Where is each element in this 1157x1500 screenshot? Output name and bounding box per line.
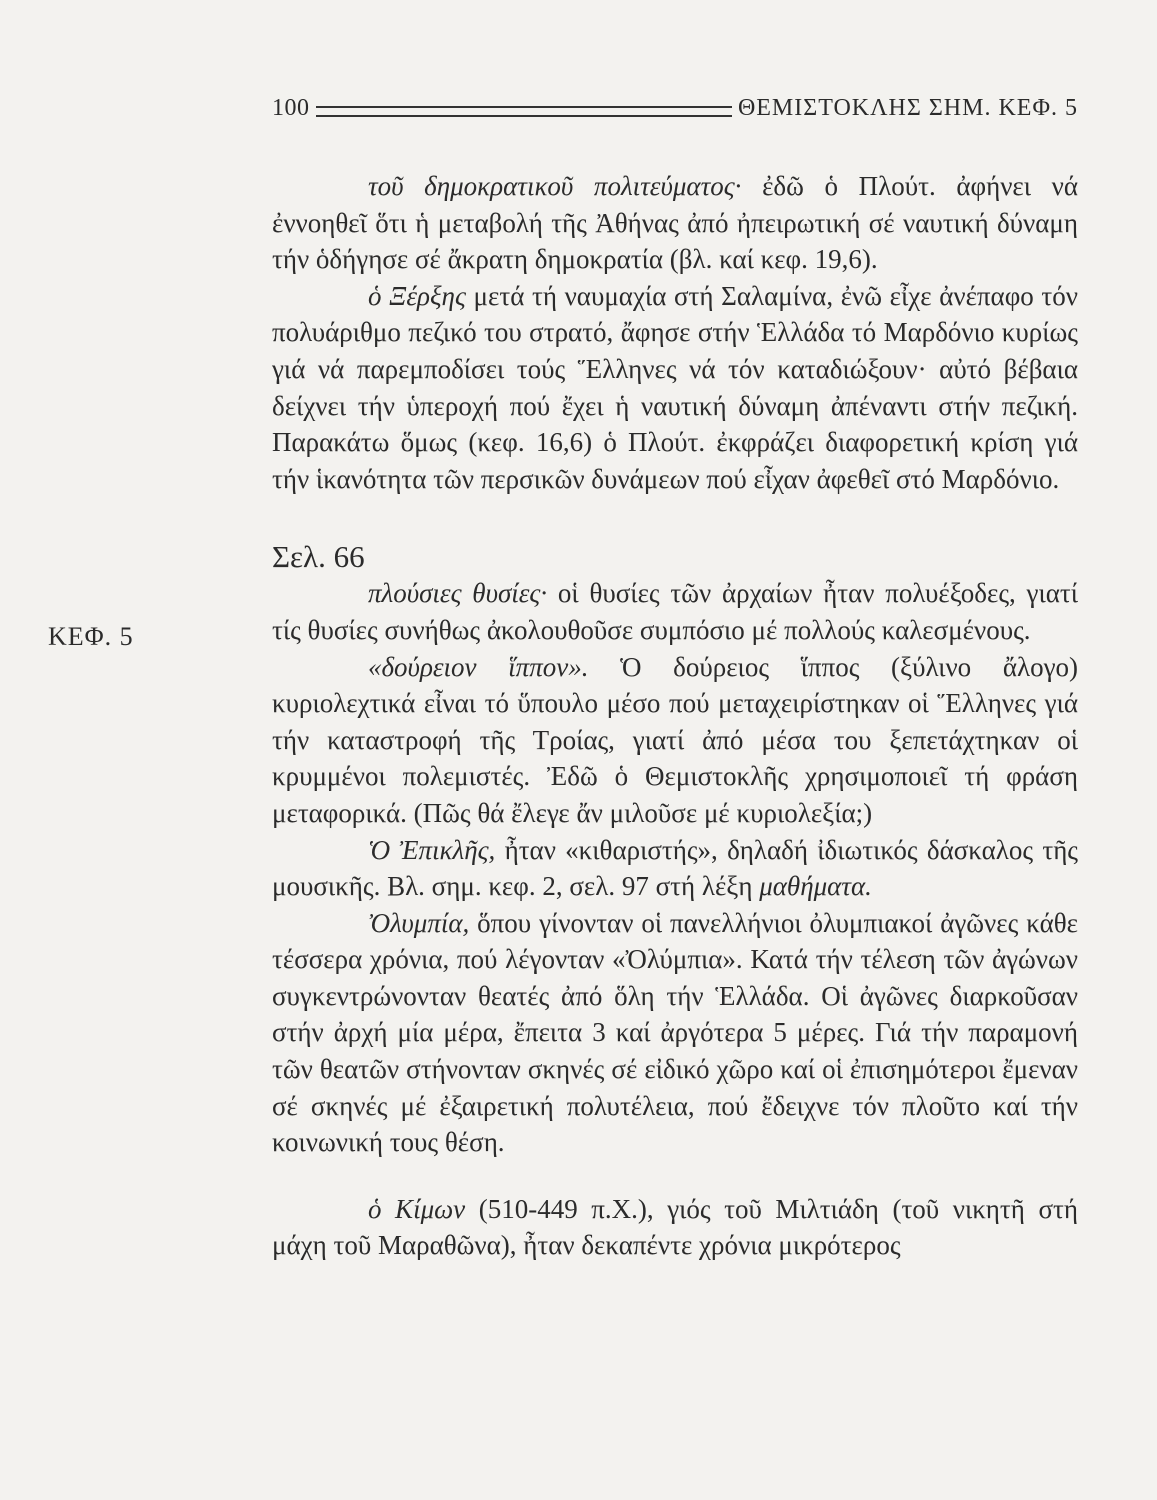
spacer (272, 1161, 1078, 1191)
lemma: ὁ Κίμων (368, 1193, 466, 1224)
header-rule (316, 106, 732, 117)
paragraph-5: Ὁ Ἐπικλῆς, ἦταν «κιθαριστής», δηλαδή ἰδιωτικός δάσκαλος τῆς μουσικῆς. Βλ. σημ. κεφ. 2, σελ. 97 στή λέξη μαθήματα. (272, 834, 1078, 902)
page-header (272, 88, 1078, 128)
paragraph-4: «δούρειον ἵππον». Ὁ δούρειος ἵππος (ξύλινο ἄλογο) κυριολεχτικά εἶναι τό ὕπουλο μέσο πού μεταχειρίστηκαν οἱ Ἕλληνες γιά τήν καταστροφή τῆς Τροίας, γιατί ἀπό μέσα του ξεπετάχτηκαν οἱ κρυμμένοι πολεμιστές. Ἐδῶ ὁ Θεμιστοκλῆς χρησιμοποιεῖ τή φράση μεταφορικά. (Πῶς θά ἔλεγε ἄν μιλοῦσε μέ κυριολεξία;) (272, 651, 1078, 828)
paragraph-7: ὁ Κίμων (510-449 π.Χ.), γιός τοῦ Μιλτιάδη (τοῦ νικητῆ στή μάχη τοῦ Μαραθῶνα), ἦταν δεκαπέντε χρόνια μικρότερος (272, 1193, 1078, 1261)
spacer (272, 497, 1078, 539)
paragraph-3: πλούσιες θυσίες· οἱ θυσίες τῶν ἀρχαίων ἦταν πολυέξοδες, γιατί τίς θυσίες συνήθως ἀκολουθοῦσε συμπόσιο μέ πολλούς καλεσμένους. (272, 578, 1078, 645)
lemma: ὁ Ξέρξης (368, 280, 466, 311)
paragraph-6: Ὀλυμπία, ὅπου γίνονταν οἱ πανελλήνιοι ὀλυμπιακοί ἀγῶνες κάθε τέσσερα χρόνια, πού λέγονταν «Ὀλύμπια». Κατά τήν τέλεση τῶν ἀγώνων συγκεντρώνονταν θεατές ἀπό ὅλη τήν Ἑλλάδα. Οἱ ἀγῶνες διαρκοῦσαν στήν ἀρχή μία μέρα, ἔπειτα 3 καί ἀργότερα 5 μέρες. Γιά τήν παραμονή τῶν θεατῶν στήνονταν σκηνές σέ εἰδικό χῶρο καί οἱ ἐπισημότεροι ἔμεναν σέ σκηνές μέ ἐξαιρετική πολυτέλεια, πού ἔδειχνε τόν πλοῦτο καί τήν κοινωνική τους θέση. (272, 907, 1078, 1158)
lemma: Ὀλυμπία, (368, 907, 470, 938)
paragraph-1: τοῦ δημοκρατικοῦ πολιτεύματος· ἐδῶ ὁ Πλούτ. ἀφήνει νά ἐννοηθεῖ ὅτι ἡ μεταβολή τῆς Ἀθήνας ἀπό ἠπειρωτική σέ ναυτική δύναμη τήν ὁδήγησε σέ ἄκρατη δημοκρατία (βλ. καί κεφ. 19,6). (272, 171, 1078, 275)
margin-chapter-label: ΚΕΦ. 5 (48, 622, 134, 651)
running-title: ΘΕΜΙΣΤΟΚΛΗΣ ΣΗΜ. ΚΕΦ. 5 (737, 94, 1078, 121)
lemma: Ὁ Ἐπικλῆς, (368, 834, 496, 865)
page-body (272, 168, 1078, 1264)
lemma: πλούσιες θυσίες· (368, 578, 548, 609)
lemma-ref: μαθήματα. (759, 871, 872, 902)
lemma: «δούρειον ἵππον». (368, 651, 589, 682)
section-heading: Σελ. 66 (272, 539, 365, 575)
paragraph-2: ὁ Ξέρξης μετά τή ναυμαχία στή Σαλαμίνα, ἐνῶ εἶχε ἀνέπαφο τόν πολυάριθμο πεζικό του στρατό, ἄφησε στήν Ἑλλάδα τό Μαρδόνιο κυρίως γιά νά παρεμποδίσει τούς Ἕλληνες νά τόν καταδιώξουν· αὐτό βέβαια δείχνει τήν ὑπεροχή πού ἔχει ἡ ναυτική δύναμη ἀπέναντι στήν πεζική. Παρακάτω ὅμως (κεφ. 16,6) ὁ Πλούτ. ἐκφράζει διαφορετική κρίση γιά τήν ἱκανότητα τῶν περσικῶν δυνάμεων πού εἶχαν ἀφεθεῖ στό Μαρδόνιο. (272, 280, 1078, 494)
lemma: τοῦ δημοκρατικοῦ πολιτεύματος· (368, 171, 742, 201)
page-number: 100 (272, 94, 310, 121)
